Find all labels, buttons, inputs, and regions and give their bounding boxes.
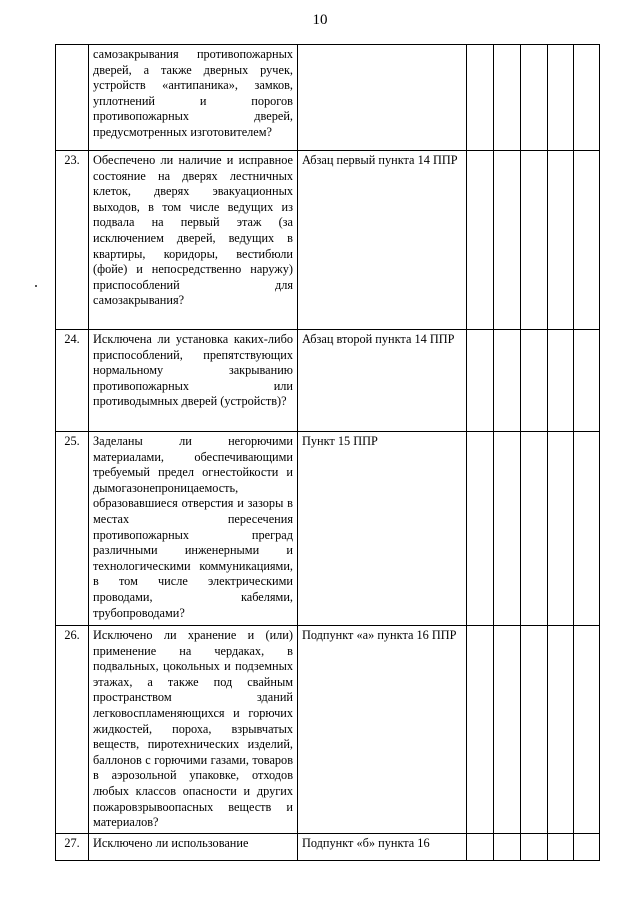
answer-cell xyxy=(494,833,521,860)
table-row xyxy=(56,330,600,432)
answer-cell xyxy=(467,45,494,151)
answer-cell xyxy=(548,151,574,330)
question-cell: Обеспечено ли наличие и исправное состояние на дверях лестничных клеток, дверях эвакуационных выходов, в том числе ведущих из подвала на первый этаж (за исключением дверей, ведущих в квартиры, коридоры, вестибюли (фойе) и непосредственно наружу) приспособлений для самозакрывания? xyxy=(89,151,298,330)
answer-cell xyxy=(574,432,600,626)
question-cell: самозакрывания противопожарных дверей, а также дверных ручек, устройств «антипаника», замков, уплотнений и порогов противопожарных дверей, предусмотренных изготовителем? xyxy=(89,45,298,151)
answer-cell xyxy=(494,330,521,432)
question-cell: Исключена ли установка каких-либо приспособлений, препятствующих нормальному закрыванию противопожарных или противодымных дверей (устройств)? xyxy=(89,330,298,432)
row-number: 27. xyxy=(56,833,89,860)
answer-cell xyxy=(548,45,574,151)
answer-cell xyxy=(548,432,574,626)
answer-cell xyxy=(548,330,574,432)
row-number: 25. xyxy=(56,432,89,626)
answer-cell xyxy=(467,330,494,432)
reference-cell: Абзац второй пункта 14 ППР xyxy=(298,330,467,432)
page-number: 10 xyxy=(312,12,328,28)
answer-cell xyxy=(574,151,600,330)
reference-cell: Пункт 15 ППР xyxy=(298,432,467,626)
answer-cell xyxy=(494,45,521,151)
answer-cell xyxy=(574,626,600,834)
answer-cell xyxy=(548,626,574,834)
question-cell: Заделаны ли негорючими материалами, обеспечивающими требуемый предел огнестойкости и дымогазонепроницаемость, образовавшиеся отверстия и зазоры в местах пересечения противопожарных преград различными инженерными и технологическими коммуникациями, в том числе электрическими проводами, кабелями, трубопроводами? xyxy=(89,432,298,626)
answer-cell xyxy=(494,432,521,626)
reference-cell: Подпункт «б» пункта 16 xyxy=(298,833,467,860)
answer-cell xyxy=(467,626,494,834)
row-number: 23. xyxy=(56,151,89,330)
row-number: 26. xyxy=(56,626,89,834)
answer-cell xyxy=(467,432,494,626)
reference-cell xyxy=(298,45,467,151)
row-number: 24. xyxy=(56,330,89,432)
answer-cell xyxy=(574,833,600,860)
answer-cell xyxy=(548,833,574,860)
answer-cell xyxy=(574,45,600,151)
checklist-table xyxy=(55,44,600,861)
answer-cell xyxy=(521,626,548,834)
answer-cell xyxy=(574,330,600,432)
answer-cell xyxy=(494,151,521,330)
answer-cell xyxy=(521,432,548,626)
table-row xyxy=(56,626,600,834)
question-cell: Исключено ли хранение и (или) применение на чердаках, в подвальных, цокольных и подземных этажах, а также под свайным пространством зданий легковоспламеняющихся и горючих жидкостей, пороха, взрывчатых веществ, пиротехнических изделий, баллонов с горючими газами, товаров в аэрозольной упаковке, отходов любых классов опасности и других пожаровзрывоопасных веществ и материалов? xyxy=(89,626,298,834)
reference-cell: Подпункт «а» пункта 16 ППР xyxy=(298,626,467,834)
answer-cell xyxy=(521,45,548,151)
answer-cell xyxy=(521,151,548,330)
question-cell: Исключено ли использование xyxy=(89,833,298,860)
table-row xyxy=(56,151,600,330)
table-row xyxy=(56,833,600,860)
answer-cell xyxy=(494,626,521,834)
scan-speck xyxy=(35,285,37,287)
row-number xyxy=(56,45,89,151)
answer-cell xyxy=(521,330,548,432)
answer-cell xyxy=(467,833,494,860)
answer-cell xyxy=(521,833,548,860)
table-row xyxy=(56,45,600,151)
table-row xyxy=(56,432,600,626)
reference-cell: Абзац первый пункта 14 ППР xyxy=(298,151,467,330)
answer-cell xyxy=(467,151,494,330)
